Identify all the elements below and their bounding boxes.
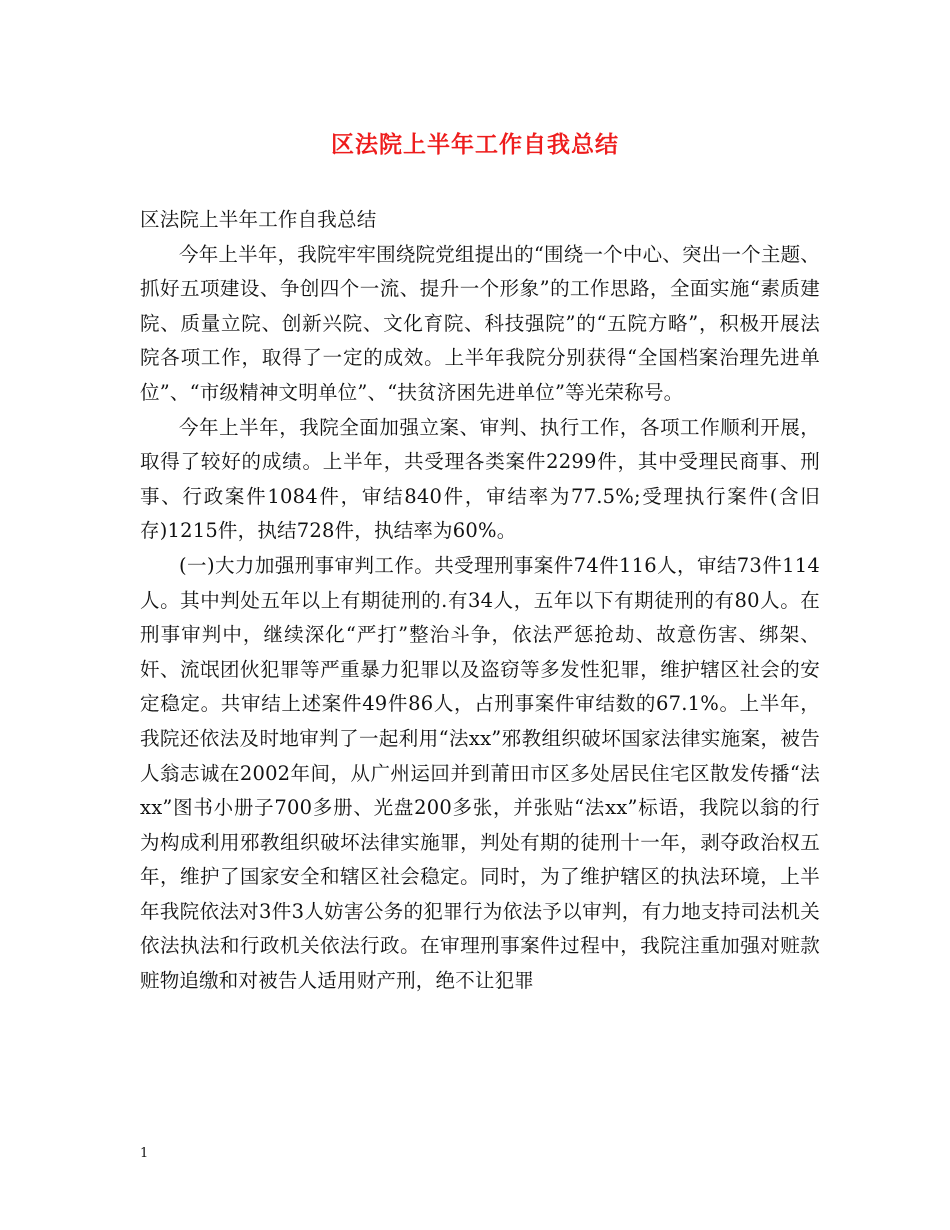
paragraph-criminal-trials: (一)大力加强刑事审判工作。共受理刑事案件74件116人，审结73件114人。其中判处五年以上有期徒刑的.有34人，五年以下有期徒刑的有80人。在刑事审判中，继续深化“严打”整治斗争，依法严惩抢劫、故意伤害、绑架、奸、流氓团伙犯罪等严重暴力犯罪以及盗窃等多发性犯罪，维护辖区社会的安定稳定。共审结上述案件49件86人，占刑事案件审结数的67.1%。上半年，我院还依法及时地审判了一起利用“法xx”邪教组织破坏国家法律实施案，被告人翁志诚在2002年间，从广州运回并到莆田市区多处居民住宅区散发传播“法xx”图书小册子700多册、光盘200多张，并张贴“法xx”标语，我院以翁的行为构成利用邪教组织破坏法律实施罪，判处有期的徒刑十一年，剥夺政治权五年，维护了国家安全和辖区社会稳定。同时，为了维护辖区的执法环境，上半年我院依法对3件3人妨害公务的犯罪行为依法予以审判，有力地支持司法机关依法执法和行政机关依法行政。在审理刑事案件过程中，我院注重加强对赃款赃物追缴和对被告人适用财产刑，绝不让犯罪 xyxy=(140,553,820,993)
body-heading: 区法院上半年工作自我总结 xyxy=(140,208,377,231)
paragraph-intro: 今年上半年，我院牢牢围绕院党组提出的“围绕一个中心、突出一个主题、抓好五项建设、争创四个一流、提升一个形象”的工作思路，全面实施“素质建院、质量立院、创新兴院、文化育院、科技强院”的“五院方略”，积极开展法院各项工作，取得了一定的成效。上半年我院分别获得“全国档案治理先进单位”、“市级精神文明单位”、“扶贫济困先进单位”等光荣称号。 xyxy=(140,242,820,404)
page-number: 1 xyxy=(140,1146,149,1161)
document-title: 区法院上半年工作自我总结 xyxy=(331,131,619,158)
paragraph-case-statistics: 今年上半年，我院全面加强立案、审判、执行工作，各项工作顺利开展，取得了较好的成绩。上半年，共受理各类案件2299件，其中受理民商事、刑事、行政案件1084件，审结840件，审结率为77.5%;受理执行案件(含旧存)1215件，执结728件，执结率为60%。 xyxy=(140,415,820,543)
document-body xyxy=(140,203,820,999)
